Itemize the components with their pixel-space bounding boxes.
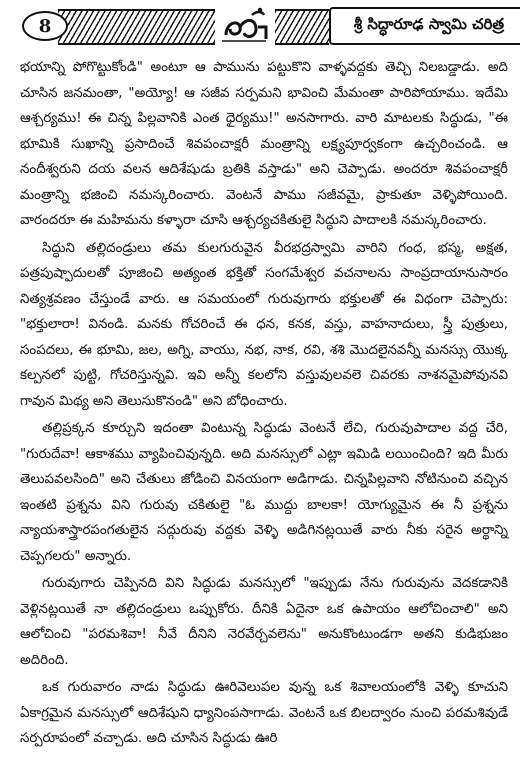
running-title-box bbox=[329, 7, 520, 45]
page-number: 8 bbox=[38, 15, 52, 37]
paragraph: సిద్ధుని తల్లిదండ్రులు తమ కులగురువైన వీరభద్రస్వామి వారిని గంధ, భస్మ, అక్షత, పత్రపుష్పాదులతో పూజించి అత్యంత భక్తితో సంగమేశ్వర వచనాలను సాంప్రదాయానుసారం నిత్యశ్రవణం చేస్తుండే వారు. ఆ సమయంలో గురువుగారు భక్తులతో ఈ విధంగా చెప్పారు: "భక్తులారా! వినండి. మనకు గోచరించే ఈ ధన, కనక, వస్తు, వాహనాదులు, స్త్రీ పుత్రులు, సంపదలు, ఈ భూమి, జల, అగ్ని, వాయు, నభ, నాక, రవి, శశి మొదలైనవన్నీ మనస్సు యొక్క కల్పనలో పుట్టి, గోచరిస్తున్నవి. ఇవి అన్నీ కలలోని వస్తువులవలె చివరకు నాశనమైపోవునవి గావున మిథ్య అని తెలుసుకొనండి" అని బోధించారు. bbox=[20, 240, 508, 409]
om-emblem-graphic bbox=[216, 5, 272, 45]
running-title: శ్రీ సిద్ధారూఢ స్వామి చరిత్ర bbox=[353, 15, 505, 33]
header-hatch-left bbox=[58, 9, 215, 45]
page-body bbox=[20, 55, 508, 752]
paragraph: ఒక గురువారం నాడు సిద్ధుడు ఊరివెలుపల వున్న ఒక శివాలయంలోకి వెళ్ళి కూచుని ఏకాగ్రమైన మనస్సులో ఆదిశేషుని ధ్యానింపసాగాడు. వెంటనే ఒక బిలద్వారం నుంచి పరమశివుడే సర్పరూపంలో వచ్చాడు. అది చూసిన సిద్ధుడు ఊరి bbox=[20, 680, 508, 746]
om-emblem-icon bbox=[216, 5, 272, 45]
paragraph: భయాన్ని పోగొట్టుకోండి" అంటూ ఆ పామును పట్టుకొని వాళ్ళవద్దకు తెచ్చి నిలబడ్డాడు. అది చూసిన జనమంతా, "అయ్యో! ఆ సజీవ సర్పమని భావించి మేమంతా పారిపోయాము. ఇదేమి ఆశ్చర్యము! ఈ చిన్న పిల్లవానికి ఎంత ధైర్యము!" అనసాగారు. వారి మాటలకు సిద్ధుడు, "ఈ భూమికి సుఖాన్ని ప్రసాదించే శివపంచాక్షరీ మంత్రాన్ని లక్ష్యపూర్వకంగా ఉచ్చరించండి. ఆ నందీశ్వరుని దయ వలన ఆదిశేషుడు బ్రతికి వస్తాడు" అని చెప్పాడు. అందరూ శివపంచాక్షరీ మంత్రాన్ని భజించి నమస్కరించారు. వెంటనే పాము సజీవమై, ప్రాకుతూ వెళ్ళిపోయింది. వారందరూ ఈ మహిమను కళ్ళారా చూసి ఆశ్చర్యచకితులై సిద్ధుని పాదాలకి నమస్కరించారు. bbox=[20, 60, 508, 228]
page-number-badge bbox=[22, 11, 68, 41]
paragraph: తల్లిప్రక్కన కూర్చుని ఇదంతా వింటున్న సిద్ధుడు వెంటనే లేచి, గురువుపాదాల వద్ద చేరి, "గురుదేవా! ఆకాశము వ్యాపించివున్నది. అది మనస్సులో ఎట్లా ఇమిడి లయించింది? ఇది మీరు తెలుపవలసింది" అని చేతులు జోడించి వినయంగా అడిగాడు. చిన్నపిల్లవాని నోటినుంచి వచ్చిన ఇంతటి ప్రశ్నను విని గురువు చకితులై "ఓ ముద్దు బాలకా! యోగ్యుమైన ఈ నీ ప్రశ్నను న్యాయశాస్త్రారపంగతులైన సద్గురువు వద్దకు వెళ్ళి అడిగినట్లయితే వారు నీకు సరైన అర్థాన్ని చెప్పగలరు" అన్నారు. bbox=[20, 421, 508, 564]
header-hatch-right bbox=[275, 9, 329, 45]
paragraph: గురువుగారు చెప్పినది విని సిద్ధుడు మనస్సులో "ఇప్పుడు నేను గురువును వెదకడానికి వెళ్లినట్లయితే నా తల్లిదండ్రులు ఒప్పుకోరు. దీనికి ఏదైనా ఒక ఉపాయం ఆలోచించాలి" అని ఆలోచించి "పరమశివా! నీవే దీనిని నెరవేర్చవలెను" అనుకొంటుండగా అతని కుడిభుజం అదిరింది. bbox=[20, 576, 508, 668]
page-header bbox=[20, 5, 512, 49]
